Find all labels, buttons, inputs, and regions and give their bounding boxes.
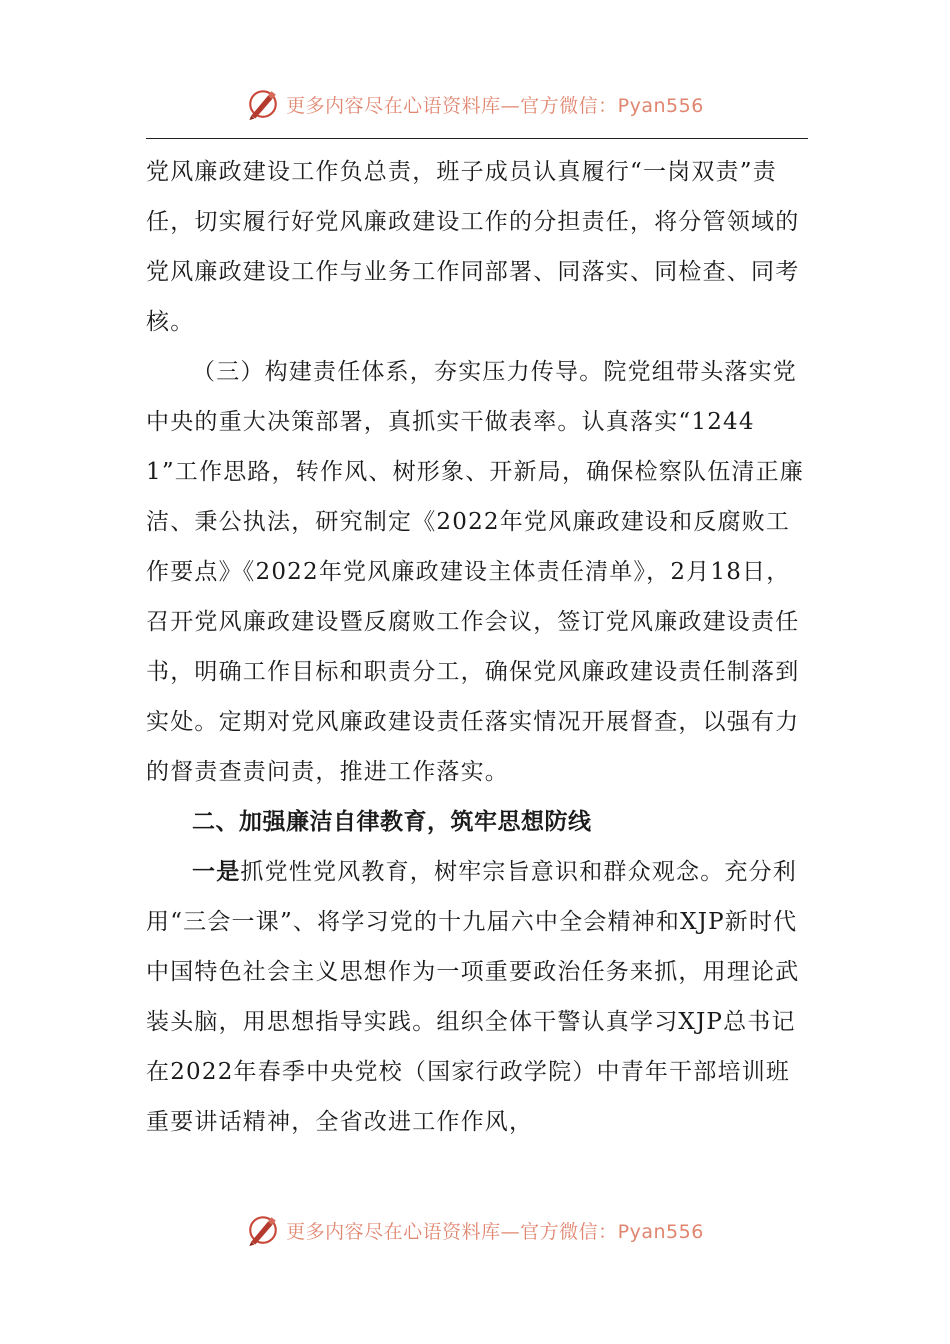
paragraph-responsibility: 党风廉政建设工作负总责，班子成员认真履行“一岗双责”责任，切实履行好党风廉政建设工作的分担责任，将分管领域的党风廉政建设工作与业务工作同部署、同落实、同检查、同考核。 — [146, 159, 800, 335]
watermark-text: 更多内容尽在心语资料库—官方微信：Pyan556 — [286, 1220, 704, 1243]
document-body — [146, 147, 806, 1147]
watermark-brand: Pyan556 — [617, 94, 704, 117]
subheading-three: （三）构建责任体系，夯实压力传导。 — [192, 359, 604, 385]
watermark-footer — [0, 1210, 950, 1250]
section-heading-two: 二、加强廉洁自律教育，筑牢思想防线 — [192, 809, 592, 835]
watermark-text: 更多内容尽在心语资料库—官方微信：Pyan556 — [286, 94, 704, 117]
lead-term: 一是 — [192, 859, 241, 885]
pen-circle-logo-icon — [246, 1213, 280, 1247]
paragraph-party-education-body: 抓党性党风教育，树牢宗旨意识和群众观念。充分利用“三会一课”、将学习党的十九届六中全会精神和XJP新时代中国特色社会主义思想作为一项重要政治任务来抓，用理论武装头脑，用思想指导实践。组织全体干警认真学习XJP总书记在2022年春季中央党校（国家行政学院）中青年干部培训班重要讲话精神，全省改进工作作风， — [146, 859, 800, 1135]
paragraph-responsibility-system — [146, 347, 806, 797]
paragraph-party-education — [146, 847, 806, 1147]
pen-circle-logo-icon — [246, 87, 280, 121]
header-divider — [146, 138, 808, 139]
watermark-header — [0, 84, 950, 124]
paragraph-responsibility-system-body: 院党组带头落实党中央的重大决策部署，真抓实干做表率。认真落实“12441”工作思路，转作风、树形象、开新局，确保检察队伍清正廉洁、秉公执法，研究制定《2022年党风廉政建设和反腐败工作要点》《2022年党风廉政建设主体责任清单》，2月18日，召开党风廉政建设暨反腐败工作会议，签订党风廉政建设责任书，明确工作目标和职责分工，确保党风廉政建设责任制落到实处。定期对党风廉政建设责任落实情况开展督查，以强有力的督责查责问责，推进工作落实。 — [146, 359, 804, 785]
watermark-brand: Pyan556 — [617, 1220, 704, 1243]
